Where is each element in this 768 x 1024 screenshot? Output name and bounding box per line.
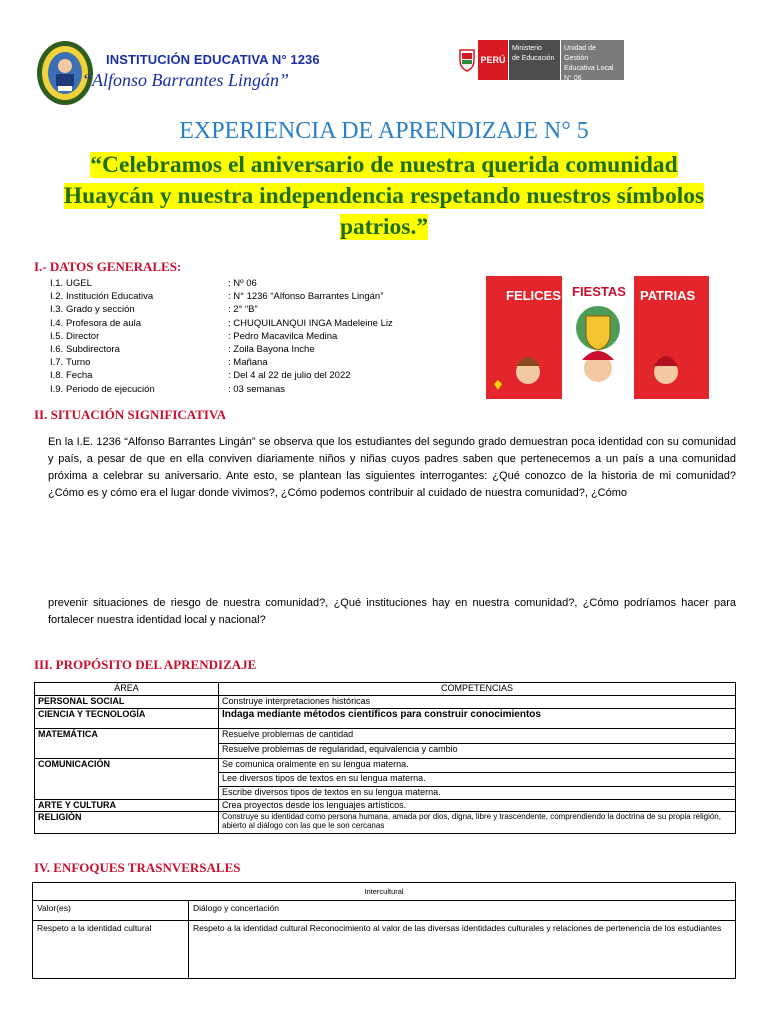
datos-row-label: Director [66,330,100,342]
datos-row-number: I.4. [50,317,64,329]
government-logo [456,40,624,80]
datos-row [50,317,470,330]
competencia-cell: Construye interpretaciones históricas [219,696,736,709]
table-row [35,696,736,709]
fiestas-patrias-banner [486,276,709,399]
table-header-row [35,683,736,696]
section-heading-enfoques: IV. ENFOQUES TRASNVERSALES [34,860,241,875]
datos-row-number: I.2. [50,291,64,303]
datos-row-value: : Del 4 al 22 de julio del 2022 [228,370,351,382]
table-row [33,883,736,901]
datos-row-value: : N° 1236 “Alfonso Barrantes Lingán” [228,291,384,303]
datos-row-label: Turno [66,357,91,369]
gov-ugel-line2: Educativa Local N° 06 [564,65,614,82]
competencia-cell: Se comunica oralmente en su lengua materna. [219,759,736,773]
datos-row [50,290,470,303]
datos-row [50,330,470,343]
datos-row-number: I.5. [50,330,64,342]
datos-row [50,343,470,356]
datos-row [50,383,470,396]
banner-word-patrias: PATRIAS [640,288,696,303]
banner-word-fiestas: FIESTAS [572,284,626,299]
institution-name: INSTITUCIÓN EDUCATIVA N° 1236 [106,52,320,67]
banner-word-felices: FELICES [506,288,561,303]
datos-row-label: Subdirectora [66,343,120,355]
datos-row [50,277,470,290]
page-subtitle [30,150,738,243]
datos-row-number: I.8. [50,370,64,382]
datos-row-value: : 03 semanas [228,383,286,395]
competencia-cell: Crea proyectos desde los lenguajes artísticos. [219,800,736,812]
competencia-cell: Indaga mediante métodos científicos para construir conocimientos [219,709,736,729]
gov-ministry-line2: de Educación [512,55,555,62]
datos-row-number: I.9. [50,383,64,395]
situacion-paragraph-1: En la I.E. 1236 “Alfonso Barrantes Lingán” se observa que los estudiantes del segundo grado demuestran poca identidad con su comunidad y país, a pesar de que en ella conviven diariamente niños y niñas cuyos padres saben que pertenecemos a un país a una comunidad próxima a celebrar su aniversario. Ante esto, se plantean las siguientes interrogantes: ¿Qué conozco de la historia de mi comunidad? ¿Cómo es y cómo era el lugar donde vivimos?, ¿Cómo podemos contribuir al cuidado de nuestra comunidad?, ¿Cómo [48,436,736,499]
valor-value: Diálogo y concertación [189,901,736,921]
subtitle-line1: “Celebramos el aniversario de nuestra querida comunidad [90,152,678,178]
gov-ugel [560,40,624,80]
datos-row-label: Fecha [66,370,93,382]
table-row [33,921,736,979]
competencias-table [34,682,736,834]
competencia-cell: Lee diversos tipos de textos en su lengua materna. [219,773,736,787]
datos-row [50,303,470,316]
datos-row-value: : Zoila Bayona Inche [228,343,315,355]
area-cell: CIENCIA Y TECNOLOGÍA [35,709,219,729]
datos-generales-list [50,277,470,396]
valor-label: Valor(es) [33,901,189,921]
datos-row-value: : Pedro Macavilca Medina [228,330,338,342]
gov-ugel-line1: Unidad de Gestión [564,45,596,62]
area-cell: COMUNICACIÓN [35,759,219,800]
enfoque-row-label: Respeto a la identidad cultural [33,921,189,979]
datos-row-number: I.1. [50,278,64,289]
datos-row-number: I.7. [50,357,64,369]
datos-row-label: Profesora de aula [66,317,141,329]
datos-row-number: I.3. [50,304,64,316]
datos-row-label: UGEL [66,278,92,289]
gov-ministry-line1: Ministerio [512,45,542,52]
competencia-cell: Construye su identidad como persona humana, amada por dios, digna, libre y trascendente, comprendiendo la doctrina de su propia religión, abierto al diálogo con las que le son cercanas [219,812,736,834]
table-row [35,709,736,729]
situacion-paragraph-2: prevenir situaciones de riesgo de nuestra comunidad?, ¿Qué instituciones hay en nuestra comunidad?, ¿Cómo podríamos hacer para fortalecer nuestra identidad local y nacional? [48,597,736,626]
area-cell: ARTE Y CULTURA [35,800,219,812]
datos-row [50,369,470,382]
subtitle-line3: patrios.” [339,214,429,240]
enfoques-table [32,882,736,979]
institution-subtitle: “Alfonso Barrantes Lingán” [82,70,290,90]
section-heading-datos: I.- DATOS GENERALES: [34,259,182,274]
enfoque-title: Intercultural [33,883,736,901]
gov-ministry [508,40,560,80]
competencia-cell: Escribe diversos tipos de textos en su lengua materna. [219,787,736,800]
competencia-cell: Resuelve problemas de regularidad, equivalencia y cambio [219,744,736,759]
area-cell: RELIGIÓN [35,812,219,834]
datos-row-label: Periodo de ejecución [66,383,155,395]
datos-row-number: I.6. [50,343,64,355]
table-row [35,800,736,812]
column-header-competencias: COMPETENCIAS [219,683,736,696]
table-row [35,812,736,834]
datos-row-label: Institución Educativa [66,291,154,303]
datos-row-value: : Mañana [228,357,268,369]
datos-row-value: : 2° “B” [228,304,258,316]
table-row [33,901,736,921]
table-row [35,729,736,744]
peru-shield-icon [456,40,478,80]
table-row [35,759,736,773]
area-cell: PERSONAL SOCIAL [35,696,219,709]
datos-row-label: Grado y sección [66,304,135,316]
page-title: EXPERIENCIA DE APRENDIZAJE N° 5 [179,118,589,144]
column-header-area: ÁREA [35,683,219,696]
section-heading-proposito: III. PROPÓSITO DEL APRENDIZAJE [34,657,257,672]
datos-row [50,356,470,369]
area-cell: MATEMÁTICA [35,729,219,759]
datos-row-value: : CHUQUILANQUI INGA Madeleine Liz [228,317,393,329]
section-heading-situacion: II. SITUACIÓN SIGNIFICATIVA [34,407,227,422]
subtitle-line2: Huaycán y nuestra independencia respetando nuestros símbolos [63,183,705,209]
enfoque-row-value: Respeto a la identidad cultural Reconocimiento al valor de las diversas identidades culturales y relaciones de pertenencia de los estudiantes [189,921,736,979]
datos-row-value: : Nº 06 [228,278,257,289]
competencia-cell: Resuelve problemas de cantidad [219,729,736,744]
gov-country: PERÚ [478,40,508,80]
